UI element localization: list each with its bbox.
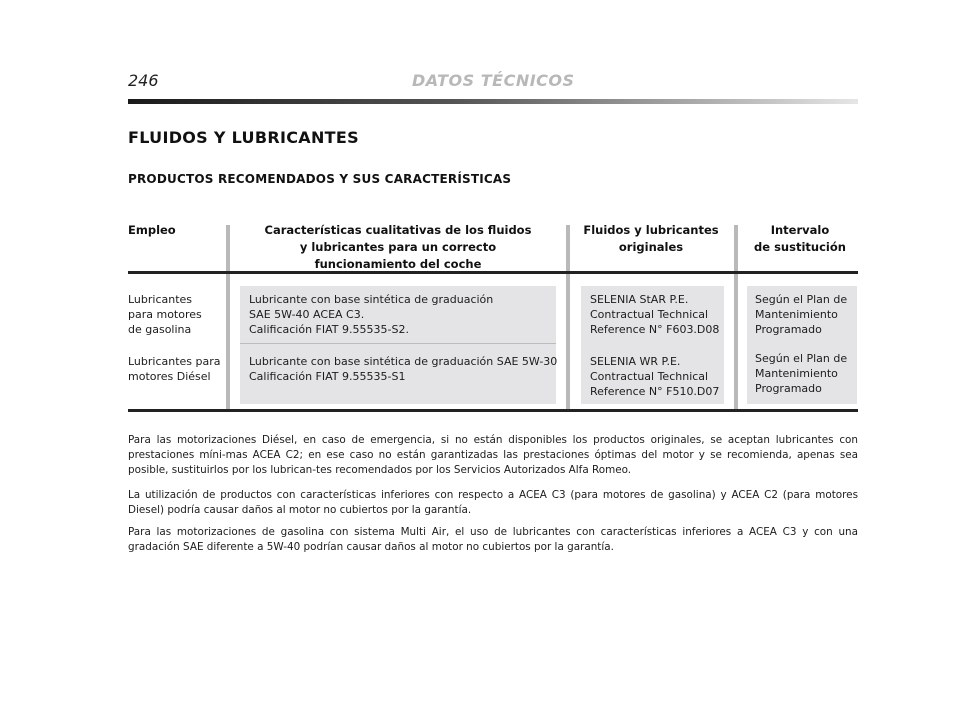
table-cell-fluidos-diesel: SELENIA WR P.E. Contractual Technical Reference N° F510.D07 bbox=[590, 355, 720, 398]
row-divider bbox=[240, 343, 556, 344]
paragraph-diesel-emergency: Para las motorizaciones Diésel, en caso de emergencia, si no están disponibles los productos originales, se aceptan lubricantes con prestaciones míni-mas ACEA C2; en ese caso no están garantizadas las prestaciones óptimas del motor y se recomienda, apenas sea posible, sustituirlos por los lubrican-tes recomendados por los Servicios Autorizados Alfa Romeo. bbox=[128, 434, 858, 476]
table-cell-caracteristicas-diesel: Lubricante con base sintética de graduación SAE 5W-30 Calificación FIAT 9.55535-S1 bbox=[249, 355, 558, 383]
table-cell-caracteristicas-gasolina: Lubricante con base sintética de graduación SAE 5W-40 ACEA C3. Calificación FIAT 9.55535-S2. bbox=[249, 293, 494, 336]
section-title: DATOS TÉCNICOS bbox=[412, 71, 575, 90]
page-number: 246 bbox=[128, 71, 159, 90]
column-separator bbox=[566, 225, 570, 411]
table-header-fluidos: Fluidos y lubricantes originales bbox=[583, 223, 719, 254]
column-separator bbox=[734, 225, 738, 411]
table-bottom-rule bbox=[128, 409, 858, 412]
table-cell-empleo-diesel: Lubricantes para motores Diésel bbox=[128, 355, 221, 383]
table-header-caracteristicas: Características cualitativas de los fluidos y lubricantes para un correcto funcionamiento del coche bbox=[264, 223, 532, 271]
table-cell-intervalo-diesel: Según el Plan de Mantenimiento Programado bbox=[755, 352, 848, 395]
table-header-rule bbox=[128, 271, 858, 274]
paragraph-inferior-products: La utilización de productos con características inferiores con respecto a ACEA C3 (para motores de gasolina) y ACEA C2 (para motores Diesel) podría causar daños al motor no cubiertos por la garantía. bbox=[128, 489, 858, 516]
page-subtitle: PRODUCTOS RECOMENDADOS Y SUS CARACTERÍSTICAS bbox=[128, 172, 512, 186]
table-cell-fluidos-gasolina: SELENIA StAR P.E. Contractual Technical Reference N° F603.D08 bbox=[590, 293, 720, 336]
page-title: FLUIDOS Y LUBRICANTES bbox=[128, 128, 359, 147]
table-cell-intervalo-gasolina: Según el Plan de Mantenimiento Programado bbox=[755, 293, 848, 336]
table-cell-empleo-gasolina: Lubricantes para motores de gasolina bbox=[128, 293, 202, 336]
header-rule bbox=[128, 99, 858, 104]
paragraph-multiair: Para las motorizaciones de gasolina con sistema Multi Air, el uso de lubricantes con características inferiores a ACEA C3 y con una gradación SAE diferente a 5W-40 podrían causar daños al motor no cubiertos por la garantía. bbox=[128, 526, 858, 553]
table-header-empleo: Empleo bbox=[128, 223, 176, 237]
table-header-intervalo: Intervalo de sustitución bbox=[754, 223, 846, 254]
column-separator bbox=[226, 225, 230, 411]
